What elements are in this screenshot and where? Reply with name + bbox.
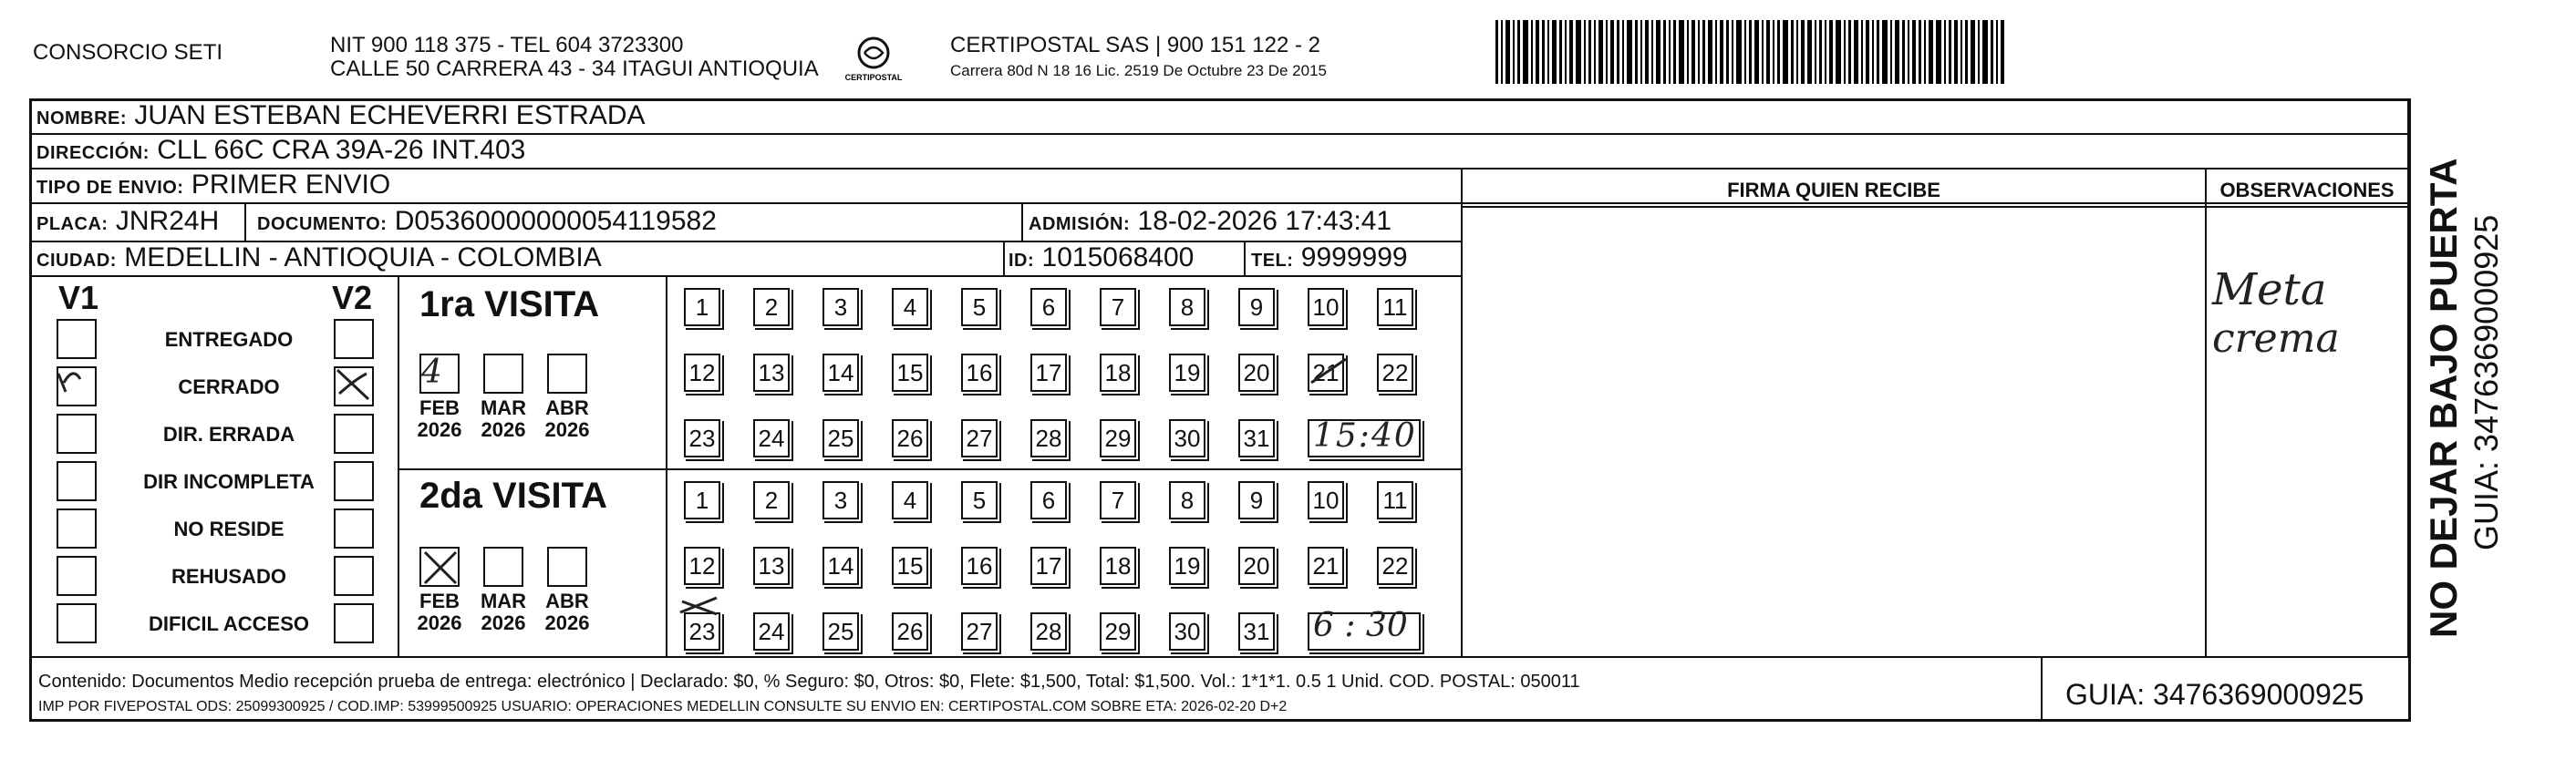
side-warning: NO DEJAR BAJO PUERTA xyxy=(2422,158,2465,638)
barcode-bar xyxy=(1783,20,1788,84)
visita2-day-box[interactable]: 21 xyxy=(1308,547,1344,585)
visita1-day-box[interactable]: 21 xyxy=(1308,354,1344,392)
tipo-envio-row: TIPO DE ENVIO: PRIMER ENVIO xyxy=(36,169,391,200)
visita2-month-box[interactable] xyxy=(483,547,523,587)
month-year: 2026 xyxy=(544,418,590,441)
visita1-day-box[interactable]: 25 xyxy=(822,419,859,457)
visita1-day-box[interactable]: 16 xyxy=(961,354,998,392)
visita2-day-box[interactable]: 8 xyxy=(1169,481,1205,519)
barcode-bar xyxy=(1902,20,1905,84)
barcode-bar xyxy=(1523,20,1528,84)
visita2-day-box[interactable]: 22 xyxy=(1377,547,1413,585)
barcode-bar xyxy=(1622,20,1624,84)
barcode-bar xyxy=(1944,20,1946,84)
visita1-day-box[interactable]: 7 xyxy=(1100,288,1136,326)
barcode-bar xyxy=(1777,20,1780,84)
month-year: 2026 xyxy=(544,611,590,634)
month-year: 2026 xyxy=(481,418,526,441)
barcode-bar xyxy=(1495,20,1498,84)
visita2-day-box[interactable]: 29 xyxy=(1100,612,1136,651)
barcode-bar xyxy=(1594,20,1596,84)
barcode-bar xyxy=(1565,20,1567,84)
barcode-bar xyxy=(1807,20,1812,84)
month-name: FEB xyxy=(419,590,460,612)
barcode-bar xyxy=(1996,20,1998,84)
barcode-bar xyxy=(1766,20,1770,84)
visita1-day-box[interactable]: 19 xyxy=(1169,354,1205,392)
barcode-bar xyxy=(1569,20,1573,84)
status-option-label: REHUSADO xyxy=(171,565,286,588)
barcode-bar xyxy=(1971,20,1975,84)
barcode-bar xyxy=(1691,20,1695,84)
admision-value: 18-02-2026 17:43:41 xyxy=(1137,206,1392,236)
visita1-day-box[interactable]: 2 xyxy=(753,288,790,326)
visita1-day-box[interactable]: 15 xyxy=(892,354,928,392)
visita1-handwritten-time: 15:40 xyxy=(1313,417,1417,455)
barcode-bar xyxy=(1656,20,1660,84)
observaciones-line-2: crema xyxy=(2212,315,2340,362)
visita1-day-box[interactable]: 11 xyxy=(1377,288,1413,326)
firma-header: FIRMA QUIEN RECIBE xyxy=(1727,179,1940,201)
barcode-bar xyxy=(1708,20,1712,84)
visita1-day-box[interactable]: 9 xyxy=(1238,288,1275,326)
barcode-bar xyxy=(1547,20,1549,84)
tel-row: TEL: 9999999 xyxy=(1251,242,1408,272)
barcode-bar xyxy=(1749,20,1752,84)
visita1-title: 1ra VISITA xyxy=(419,284,600,324)
barcode-bar xyxy=(1982,20,1988,84)
nombre-row: NOMBRE: JUAN ESTEBAN ECHEVERRI ESTRADA xyxy=(36,100,646,130)
v1-label: V1 xyxy=(58,279,99,316)
month-name: ABR xyxy=(545,590,589,612)
visita2-day-box[interactable]: 25 xyxy=(822,612,859,651)
barcode-bar xyxy=(1912,20,1916,84)
barcode-bar xyxy=(1698,20,1700,84)
visita2-day-box[interactable]: 9 xyxy=(1238,481,1275,519)
barcode-bar xyxy=(1848,20,1851,84)
barcode-bar xyxy=(1895,20,1899,84)
visita2-title: 2da VISITA xyxy=(419,476,607,516)
visita2-day-box[interactable]: 24 xyxy=(753,612,790,651)
barcode-bar xyxy=(1991,20,1993,84)
visita1-day-box[interactable]: 1 xyxy=(684,288,720,326)
v2-label: V2 xyxy=(332,279,373,316)
barcode-bar xyxy=(1584,20,1586,84)
barcode-bar xyxy=(1791,20,1794,84)
visita2-day-box[interactable]: 5 xyxy=(961,481,998,519)
barcode-bar xyxy=(1673,20,1676,84)
month-year: 2026 xyxy=(417,418,462,441)
placa-row: PLACA: JNR24H xyxy=(36,206,220,236)
visita2-day-box[interactable]: 17 xyxy=(1030,547,1067,585)
visita1-day-box[interactable]: 13 xyxy=(753,354,790,392)
visita2-day-box[interactable]: 2 xyxy=(753,481,790,519)
barcode-bar xyxy=(1588,20,1591,84)
visita1-day-box[interactable]: 22 xyxy=(1377,354,1413,392)
visita2-month-box[interactable] xyxy=(419,547,460,587)
address-line: CALLE 50 CARRERA 43 - 34 ITAGUI ANTIOQUIA xyxy=(330,56,819,81)
visita1-day-box[interactable]: 23 xyxy=(684,419,720,457)
barcode-bar xyxy=(1815,20,1816,84)
status-option-label: ENTREGADO xyxy=(164,328,294,351)
visita1-day-box[interactable]: 10 xyxy=(1308,288,1344,326)
barcode-bar xyxy=(1726,20,1729,84)
nombre-value: JUAN ESTEBAN ECHEVERRI ESTRADA xyxy=(134,100,646,130)
barcode-bar xyxy=(1720,20,1723,84)
visita2-day-box[interactable]: 7 xyxy=(1100,481,1136,519)
barcode-bar xyxy=(2001,20,2004,84)
tel-value: 9999999 xyxy=(1300,242,1408,272)
footer-line-1: Contenido: Documentos Medio recepción prueba de entrega: electrónico | Declarado: $0, % Seguro: $0, Otros: $0, Flete: $1,500, Total: $1,500. Vol.: 1*1*1. 0.5 1 Unid. COD. POSTAL: 050011 xyxy=(38,672,1580,692)
visita2-month-box[interactable] xyxy=(547,547,587,587)
visita2-day-box[interactable]: 20 xyxy=(1238,547,1275,585)
admision-row: ADMISIÓN: 18-02-2026 17:43:41 xyxy=(1029,206,1392,236)
visita2-day-box[interactable]: 15 xyxy=(892,547,928,585)
visita1-day-box[interactable]: 4 xyxy=(892,288,928,326)
barcode-bar xyxy=(1687,20,1689,84)
v1-checkbox[interactable] xyxy=(57,461,97,501)
observaciones-line-1: Meta xyxy=(2212,264,2327,315)
certipostal-logo-icon xyxy=(837,35,910,89)
visita1-day-box[interactable]: 27 xyxy=(961,419,998,457)
barcode-bar xyxy=(1960,20,1962,84)
logo-text: CERTIPOSTAL xyxy=(844,73,903,82)
month-name: MAR xyxy=(480,396,527,419)
direccion-row: DIRECCIÓN: CLL 66C CRA 39A-26 INT.403 xyxy=(36,135,526,165)
month-year: 2026 xyxy=(481,611,526,634)
visita1-day-box[interactable]: 24 xyxy=(753,419,790,457)
visita1-day-box[interactable]: 14 xyxy=(822,354,859,392)
visita2-handwritten-time: 6 : 30 xyxy=(1313,607,1408,644)
status-option-label: DIR INCOMPLETA xyxy=(143,470,315,493)
visita1-day-box[interactable]: 18 xyxy=(1100,354,1136,392)
status-option-label: NO RESIDE xyxy=(173,518,284,540)
visita2-day-box[interactable]: 3 xyxy=(822,481,859,519)
barcode-bar xyxy=(1645,20,1649,84)
nit-line: NIT 900 118 375 - TEL 604 3723300 xyxy=(330,33,684,57)
visita2-day-box[interactable]: 31 xyxy=(1238,612,1275,651)
visita1-day-box[interactable]: 20 xyxy=(1238,354,1275,392)
visita2-day-box[interactable]: 27 xyxy=(961,612,998,651)
barcode-bar xyxy=(1819,20,1822,84)
visita2-day-box[interactable]: 26 xyxy=(892,612,928,651)
visita2-month-label xyxy=(408,591,471,634)
barcode-bar xyxy=(1978,20,1980,84)
visita1-month-box[interactable] xyxy=(547,354,587,394)
carrier-license: Carrera 80d N 18 16 Lic. 2519 De Octubre 23 De 2015 xyxy=(950,62,1327,79)
company-name: CONSORCIO SETI xyxy=(33,40,223,65)
barcode-bar xyxy=(1829,20,1833,84)
visita2-day-box[interactable]: 19 xyxy=(1169,547,1205,585)
status-option-label: DIR. ERRADA xyxy=(162,423,295,446)
barcode-bar xyxy=(1924,20,1926,84)
barcode-bar xyxy=(1882,20,1888,84)
barcode-bar xyxy=(1531,20,1533,84)
barcode-bar xyxy=(1559,20,1562,84)
barcode-bar xyxy=(1908,20,1909,84)
barcode-bar xyxy=(1801,20,1805,84)
visita1-month-label xyxy=(408,397,471,441)
visita1-month-box[interactable] xyxy=(483,354,523,394)
visita1-month-handwritten: 4 xyxy=(421,354,442,391)
barcode-bar xyxy=(1576,20,1581,84)
visita1-day-box[interactable]: 17 xyxy=(1030,354,1067,392)
status-option-label: DIFICIL ACCESO xyxy=(148,612,309,635)
visita1-day-box[interactable]: 30 xyxy=(1169,419,1205,457)
barcode-bar xyxy=(1715,20,1717,84)
month-name: FEB xyxy=(419,396,460,419)
barcode-bar xyxy=(1796,20,1798,84)
visita2-day-box[interactable]: 23 xyxy=(684,612,720,651)
barcode-bar xyxy=(1762,20,1764,84)
barcode-bar xyxy=(1844,20,1846,84)
ciudad-value: MEDELLIN - ANTIOQUIA - COLOMBIA xyxy=(124,242,602,272)
visita2-day-box[interactable]: 10 xyxy=(1308,481,1344,519)
barcode-bar xyxy=(1754,20,1759,84)
tipo-envio-value: PRIMER ENVIO xyxy=(191,169,391,200)
barcode-bar xyxy=(1669,20,1671,84)
documento-value: D05360000000054119582 xyxy=(394,206,717,236)
v1-checkbox[interactable] xyxy=(57,556,97,596)
barcode-bar xyxy=(1513,20,1515,84)
barcode-bar xyxy=(1598,20,1603,84)
barcode-bar xyxy=(1825,20,1826,84)
barcode-bar xyxy=(1606,20,1608,84)
visita2-day-box[interactable]: 14 xyxy=(822,547,859,585)
month-name: ABR xyxy=(545,396,589,419)
barcode-bar xyxy=(1954,20,1958,84)
visita2-day-box[interactable]: 13 xyxy=(753,547,790,585)
barcode-bar xyxy=(1732,20,1733,84)
barcode-bar xyxy=(1965,20,1968,84)
status-option-label: CERRADO xyxy=(178,375,280,398)
barcode-bar xyxy=(1617,20,1619,84)
barcode-bar xyxy=(1651,20,1653,84)
visita2-day-box[interactable]: 16 xyxy=(961,547,998,585)
footer-line-2: IMP POR FIVEPOSTAL ODS: 25099300925 / COD.IMP: 53999500925 USUARIO: OPERACIONES MEDELLIN CONSULTE SU ENVIO EN: CERTIPOSTAL.COM SOBRE ETA: 2026-02-20 D+2 xyxy=(38,699,1288,714)
barcode-bar xyxy=(1505,20,1510,84)
barcode-bar xyxy=(1517,20,1520,84)
barcode-bar xyxy=(1836,20,1841,84)
barcode-bar xyxy=(1627,20,1632,84)
v1-checkbox[interactable] xyxy=(57,603,97,643)
footer-guia: GUIA: 3476369000925 xyxy=(2065,678,2364,711)
barcode-bar xyxy=(1702,20,1705,84)
ciudad-row: CIUDAD: MEDELLIN - ANTIOQUIA - COLOMBIA xyxy=(36,242,602,272)
v1-checkbox[interactable] xyxy=(57,508,97,549)
visita1-day-box[interactable]: 28 xyxy=(1030,419,1067,457)
barcode-bar xyxy=(1542,20,1545,84)
barcode-bar xyxy=(1679,20,1684,84)
id-value: 1015068400 xyxy=(1041,242,1195,272)
visita1-day-box[interactable]: 3 xyxy=(822,288,859,326)
visita2-day-box[interactable]: 11 xyxy=(1377,481,1413,519)
barcode-bar xyxy=(1744,20,1746,84)
visita1-day-box[interactable]: 6 xyxy=(1030,288,1067,326)
barcode-bar xyxy=(1536,20,1539,84)
barcode-bar xyxy=(1610,20,1614,84)
barcode-bar xyxy=(1936,20,1941,84)
barcode-bar xyxy=(1929,20,1933,84)
observaciones-header: OBSERVACIONES xyxy=(2219,179,2395,201)
visita1-day-box[interactable]: 5 xyxy=(961,288,998,326)
visita2-day-box[interactable]: 6 xyxy=(1030,481,1067,519)
barcode-bar xyxy=(1866,20,1869,84)
barcode-bar xyxy=(1501,20,1503,84)
visita2-day-box[interactable]: 30 xyxy=(1169,612,1205,651)
month-year: 2026 xyxy=(417,611,462,634)
visita2-day-box[interactable]: 12 xyxy=(684,547,720,585)
barcode-bar xyxy=(1919,20,1921,84)
visita2-day-box[interactable]: 4 xyxy=(892,481,928,519)
visita2-day-box[interactable]: 1 xyxy=(684,481,720,519)
visita1-day-box[interactable]: 8 xyxy=(1169,288,1205,326)
barcode-bar xyxy=(1736,20,1742,84)
barcode-bar xyxy=(1877,20,1879,84)
visita1-day-box[interactable]: 12 xyxy=(684,354,720,392)
barcode-bar xyxy=(1872,20,1874,84)
v1-checkbox[interactable] xyxy=(57,319,97,359)
barcode-bar xyxy=(1552,20,1557,84)
barcode xyxy=(1495,20,2207,84)
barcode-bar xyxy=(1663,20,1666,84)
barcode-bar xyxy=(1635,20,1638,84)
visita1-day-box[interactable]: 31 xyxy=(1238,419,1275,457)
visita1-month-label xyxy=(535,397,599,441)
v1-checkbox[interactable] xyxy=(57,366,97,406)
v1-checkbox[interactable] xyxy=(57,414,97,454)
barcode-bar xyxy=(1854,20,1858,84)
carrier-line: CERTIPOSTAL SAS | 900 151 122 - 2 xyxy=(950,33,1320,57)
barcode-bar xyxy=(1773,20,1774,84)
visita2-day-box[interactable]: 18 xyxy=(1100,547,1136,585)
id-row: ID: 1015068400 xyxy=(1009,242,1195,272)
direccion-value: CLL 66C CRA 39A-26 INT.403 xyxy=(157,135,526,165)
documento-row: DOCUMENTO: D05360000000054119582 xyxy=(257,206,717,236)
visita2-day-box[interactable]: 28 xyxy=(1030,612,1067,651)
month-name: MAR xyxy=(480,590,527,612)
visita1-day-box[interactable]: 29 xyxy=(1100,419,1136,457)
barcode-bar xyxy=(1949,20,1951,84)
side-guia: GUIA: 3476369000925 xyxy=(2467,214,2505,550)
barcode-bar xyxy=(1861,20,1863,84)
visita2-month-label xyxy=(471,591,535,634)
visita1-day-box[interactable]: 26 xyxy=(892,419,928,457)
visita2-month-label xyxy=(535,591,599,634)
visita1-month-label xyxy=(471,397,535,441)
barcode-bar xyxy=(1890,20,1892,84)
barcode-bar xyxy=(1640,20,1642,84)
placa-value: JNR24H xyxy=(115,206,220,236)
